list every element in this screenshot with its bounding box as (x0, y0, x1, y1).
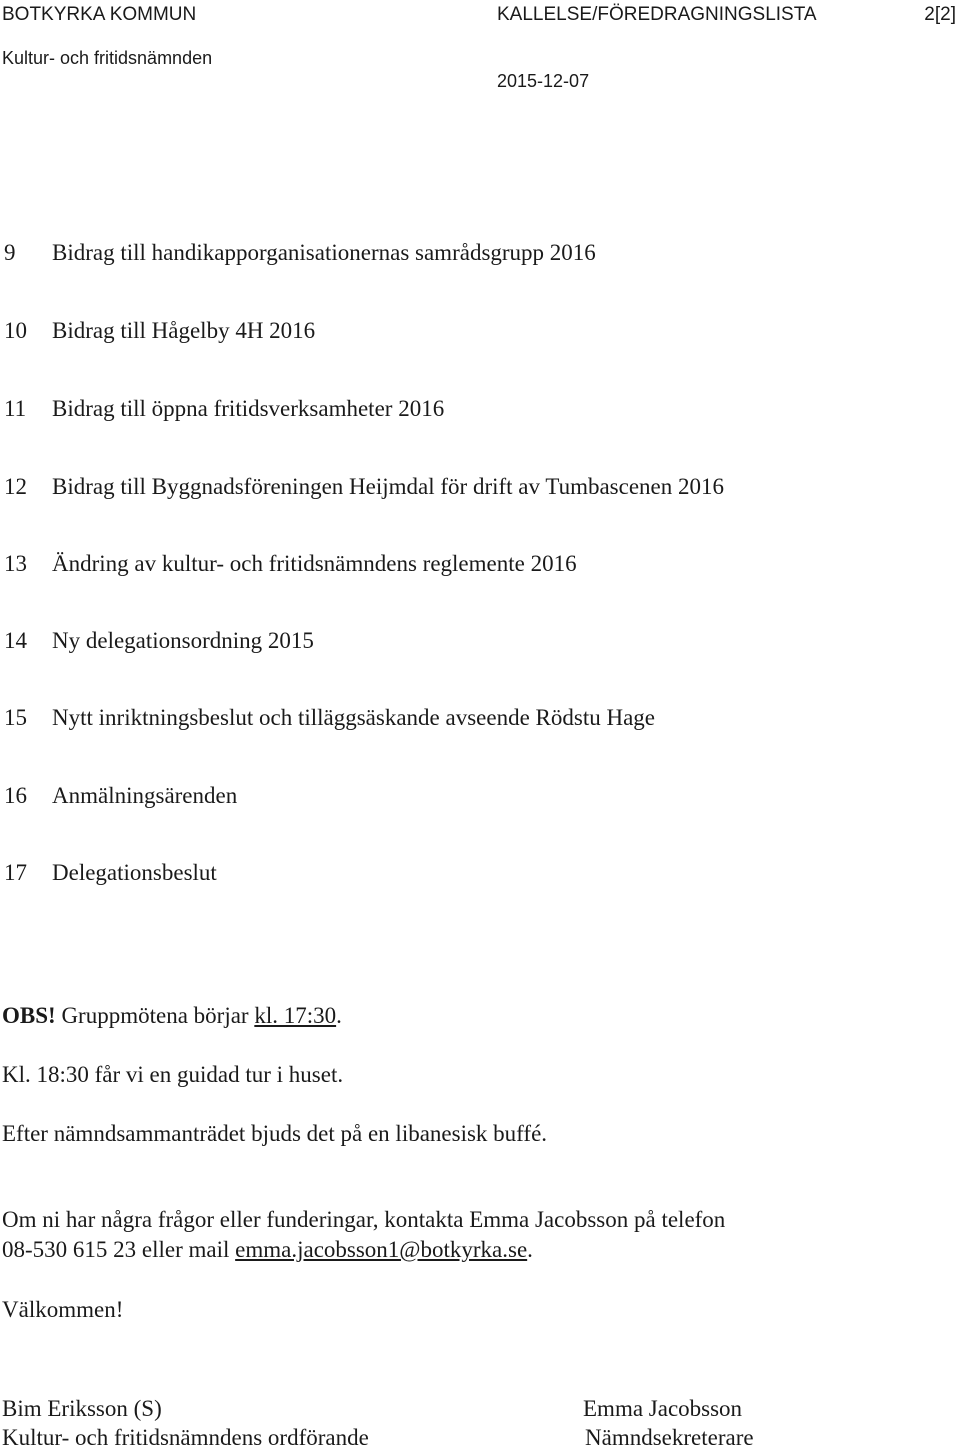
agenda-item-number: 17 (4, 860, 27, 885)
agenda-item-number: 11 (4, 396, 27, 421)
agenda-item-number: 15 (4, 705, 27, 730)
signature-right-name: Emma Jacobsson (583, 1396, 743, 1421)
obs-end: . (336, 1003, 342, 1028)
tour-note: Kl. 18:30 får vi en guidad tur i huset. (2, 1062, 344, 1087)
header-org: BOTKYRKA KOMMUN (2, 4, 197, 25)
agenda-item (0, 705, 655, 731)
signature-left-title: Kultur- och fritidsnämndens ordförande (2, 1425, 369, 1450)
agenda-item-text: Nytt inriktningsbeslut och tilläggsäskande avseende Rödstu Hage (52, 705, 655, 730)
agenda-item (0, 474, 724, 500)
header-date: 2015-12-07 (497, 71, 590, 91)
agenda-item-text: Anmälningsärenden (52, 783, 238, 808)
agenda-item-number: 14 (4, 628, 27, 653)
agenda-item (0, 860, 217, 886)
contact-line-1: Om ni har några frågor eller funderingar, kontakta Emma Jacobsson på telefon (2, 1207, 726, 1232)
agenda-item-number: 9 (4, 240, 16, 265)
buffet-note: Efter nämndsammanträdet bjuds det på en libanesisk buffé. (2, 1121, 548, 1146)
obs-time: kl. 17:30 (254, 1003, 337, 1028)
contact-phone-text: 08-530 615 23 eller mail (2, 1237, 236, 1262)
contact-email-link[interactable]: emma.jacobsson1@botkyrka.se (235, 1237, 528, 1262)
agenda-item (0, 628, 314, 654)
agenda-item (0, 551, 577, 577)
agenda-item (0, 396, 444, 422)
agenda-item-text: Delegationsbeslut (52, 860, 217, 885)
agenda-item-text: Bidrag till handikapporganisationernas samrådsgrupp 2016 (52, 240, 596, 265)
agenda-item-number: 13 (4, 551, 27, 576)
agenda-item (0, 783, 237, 809)
agenda-item-text: Bidrag till Byggnadsföreningen Heijmdal för drift av Tumbascenen 2016 (52, 474, 724, 499)
agenda-item-text: Bidrag till Hågelby 4H 2016 (52, 318, 316, 343)
contact-line-2 (2, 1237, 533, 1263)
agenda-item-number: 10 (4, 318, 27, 343)
header-committee: Kultur- och fritidsnämnden (2, 48, 213, 68)
obs-text: Gruppmötena börjar (55, 1003, 255, 1028)
signature-left-name: Bim Eriksson (S) (2, 1396, 162, 1421)
header-doc-type: KALLELSE/FÖREDRAGNINGSLISTA (497, 4, 817, 25)
agenda-item (0, 318, 315, 344)
agenda-item-number: 12 (4, 474, 27, 499)
agenda-item-text: Bidrag till öppna fritidsverksamheter 2016 (52, 396, 445, 421)
signature-right-title: Nämndsekreterare (585, 1425, 754, 1450)
agenda-item-number: 16 (4, 783, 27, 808)
obs-label: OBS! (2, 1003, 56, 1028)
agenda-item (0, 240, 596, 266)
header-page-number: 2[2] (924, 4, 956, 25)
obs-note (2, 1003, 342, 1029)
agenda-item-text: Ny delegationsordning 2015 (52, 628, 314, 653)
contact-line-end: . (527, 1237, 533, 1262)
agenda-item-text: Ändring av kultur- och fritidsnämndens reglemente 2016 (52, 551, 577, 576)
welcome-text: Välkommen! (2, 1297, 124, 1322)
